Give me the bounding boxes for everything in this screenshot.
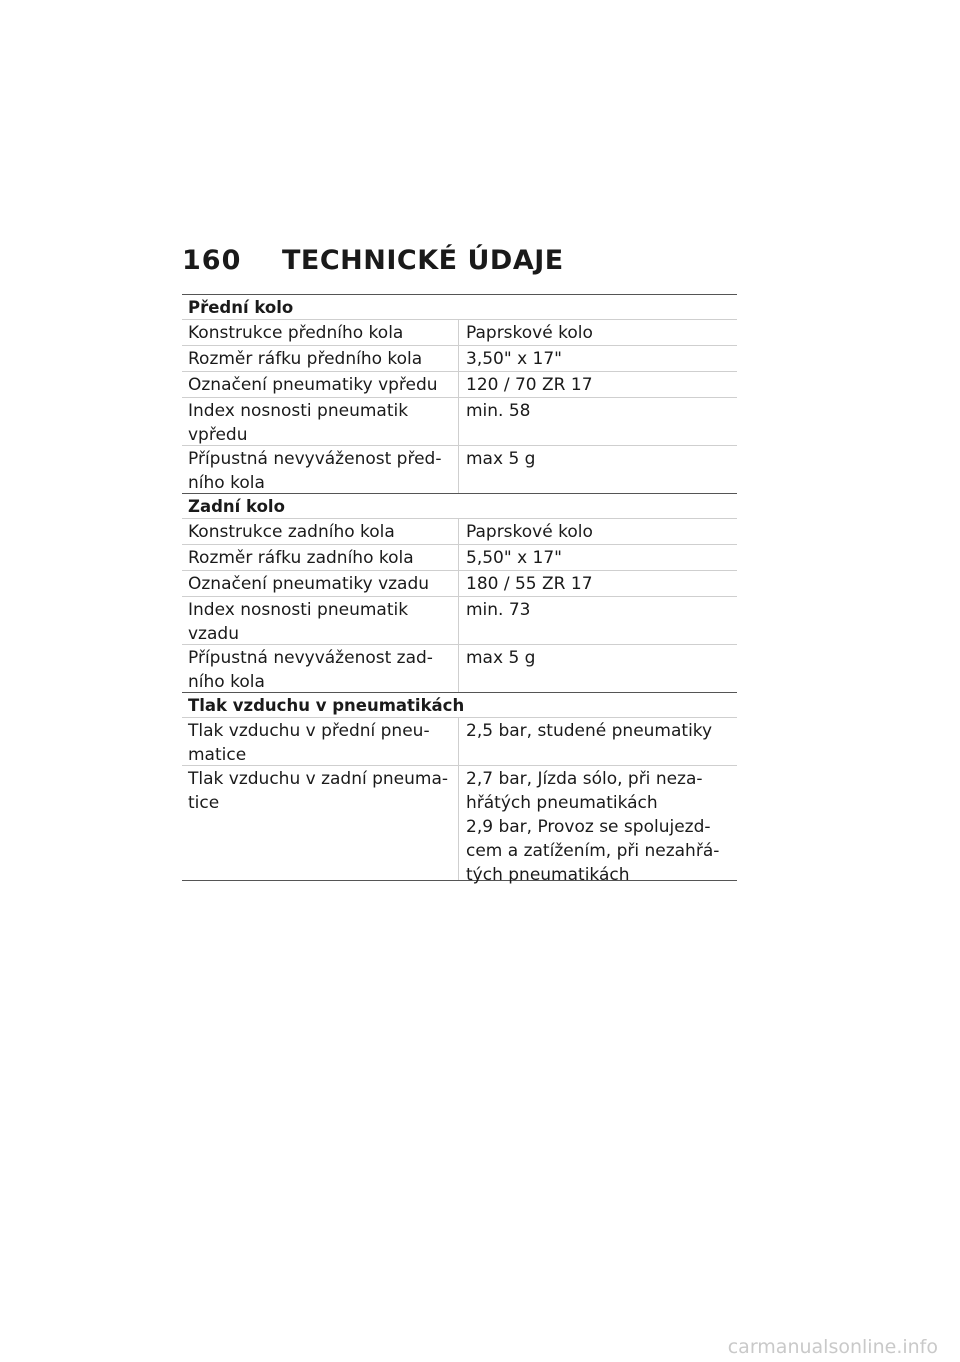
- value-line: min. 73: [466, 600, 531, 620]
- table-row: [182, 320, 737, 346]
- value-line: tých pneumatikách: [466, 865, 630, 885]
- table-row: [182, 597, 737, 645]
- label-line: Přípustná nevyváženost před-: [188, 449, 442, 469]
- table-row: [182, 519, 737, 545]
- value-line: Paprskové kolo: [466, 323, 593, 343]
- row-label: [182, 398, 459, 445]
- value-line: max 5 g: [466, 449, 536, 469]
- row-value: [459, 398, 737, 445]
- row-label: [182, 571, 459, 596]
- row-value: [459, 571, 737, 596]
- section-header-tire-pressure: Tlak vzduchu v pneumatikách: [182, 693, 737, 718]
- label-line: Tlak vzduchu v přední pneu-: [188, 721, 430, 741]
- label-line: Konstrukce zadního kola: [188, 522, 395, 542]
- table-row: [182, 545, 737, 571]
- row-label: [182, 519, 459, 544]
- row-value: [459, 645, 737, 692]
- row-value: [459, 597, 737, 644]
- row-value: [459, 372, 737, 397]
- row-value: [459, 519, 737, 544]
- value-line: cem a zatížením, při nezahřá-: [466, 841, 720, 861]
- spec-table: [182, 294, 737, 885]
- row-label: [182, 597, 459, 644]
- value-line: 180 / 55 ZR 17: [466, 574, 593, 594]
- watermark: carmanualsonline.info: [727, 1336, 938, 1358]
- table-row: [182, 372, 737, 398]
- label-line: Označení pneumatiky vzadu: [188, 574, 430, 594]
- page-header: [182, 245, 564, 281]
- row-label: [182, 372, 459, 397]
- row-label: [182, 545, 459, 570]
- value-line: 5,50" x 17": [466, 548, 562, 568]
- label-line: tice: [188, 793, 220, 813]
- label-line: vpředu: [188, 425, 248, 445]
- label-line: Rozměr ráfku předního kola: [188, 349, 423, 369]
- value-line: min. 58: [466, 401, 531, 421]
- row-value: [459, 346, 737, 371]
- row-label: [182, 766, 459, 880]
- label-line: Označení pneumatiky vpředu: [188, 375, 438, 395]
- row-label: [182, 446, 459, 493]
- label-line: Přípustná nevyváženost zad-: [188, 648, 433, 668]
- row-value: [459, 320, 737, 345]
- value-line: Paprskové kolo: [466, 522, 593, 542]
- label-line: Konstrukce předního kola: [188, 323, 404, 343]
- label-line: matice: [188, 745, 247, 765]
- value-line: 2,5 bar, studené pneumatiky: [466, 721, 713, 741]
- page-number: 160: [182, 245, 242, 276]
- value-line: 120 / 70 ZR 17: [466, 375, 593, 395]
- row-value: [459, 766, 737, 885]
- value-line: hřátých pneumatikách: [466, 793, 658, 813]
- row-label: [182, 346, 459, 371]
- table-row: [182, 398, 737, 446]
- value-line: 2,9 bar, Provoz se spolujezd-: [466, 817, 711, 837]
- label-line: Index nosnosti pneumatik: [188, 401, 409, 421]
- label-line: ního kola: [188, 672, 265, 692]
- label-line: Tlak vzduchu v zadní pneuma-: [188, 769, 449, 789]
- page-title: TECHNICKÉ ÚDAJE: [282, 245, 564, 276]
- table-row: [182, 645, 737, 693]
- section-header-front-wheel: Přední kolo: [182, 295, 737, 320]
- value-line: 2,7 bar, Jízda sólo, při neza-: [466, 769, 703, 789]
- row-label: [182, 645, 459, 692]
- row-value: [459, 718, 737, 765]
- table-row: [182, 446, 737, 494]
- table-row: [182, 571, 737, 597]
- label-line: Index nosnosti pneumatik: [188, 600, 409, 620]
- label-line: Rozměr ráfku zadního kola: [188, 548, 414, 568]
- table-row: [182, 718, 737, 766]
- label-line: vzadu: [188, 624, 239, 644]
- row-value: [459, 545, 737, 570]
- value-line: max 5 g: [466, 648, 536, 668]
- section-header-rear-wheel: Zadní kolo: [182, 494, 737, 519]
- value-line: 3,50" x 17": [466, 349, 562, 369]
- row-value: [459, 446, 737, 493]
- row-label: [182, 320, 459, 345]
- row-label: [182, 718, 459, 765]
- table-row: [182, 346, 737, 372]
- table-row: [182, 766, 737, 885]
- label-line: ního kola: [188, 473, 265, 493]
